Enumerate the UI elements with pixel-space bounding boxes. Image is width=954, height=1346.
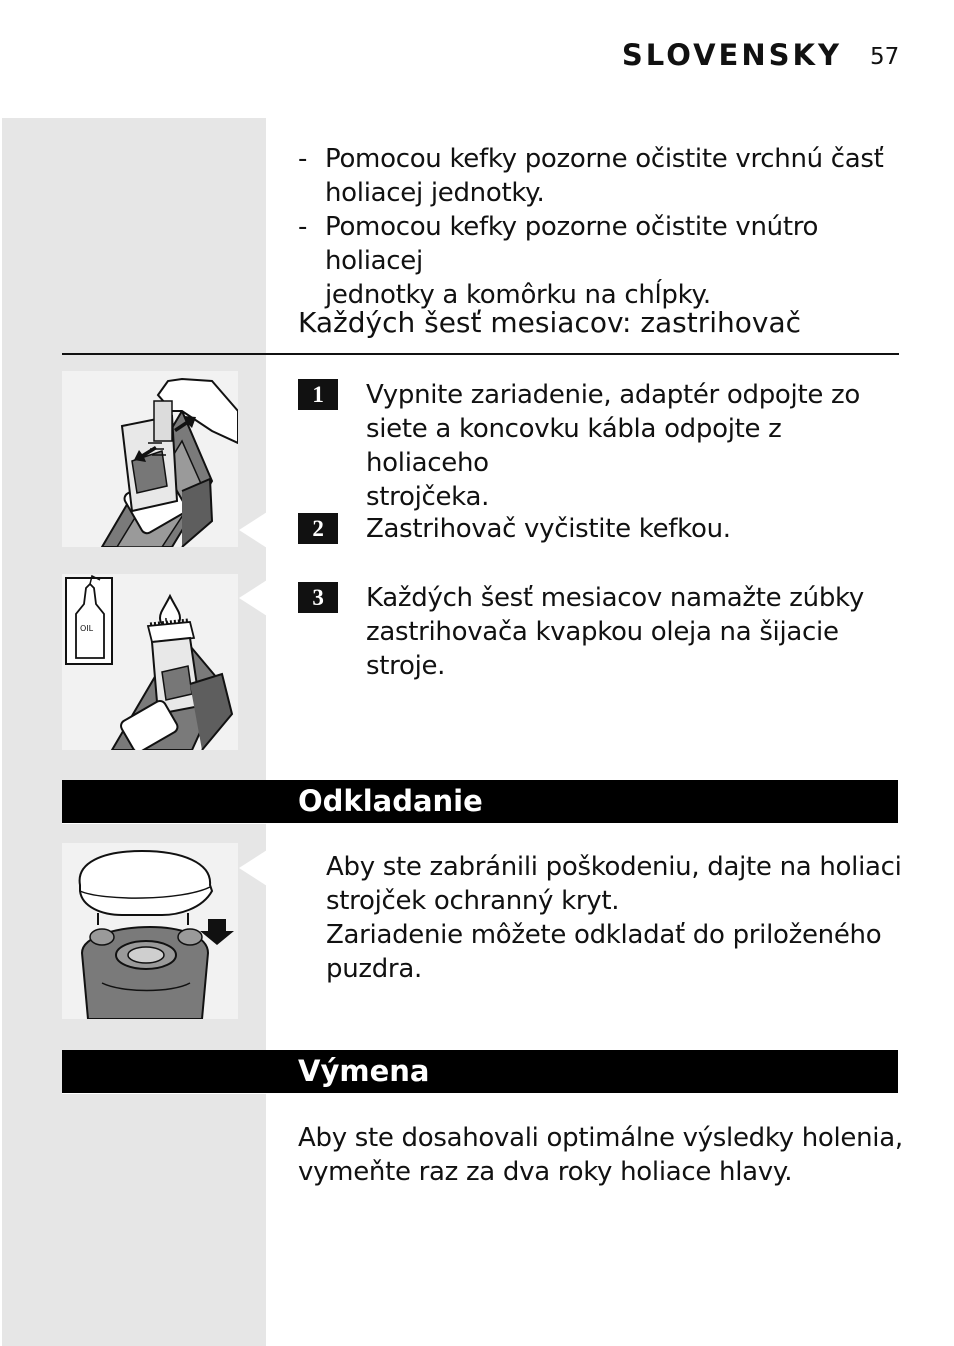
step-line: Každých šesť mesiacov namažte zúbky: [366, 583, 864, 613]
section-divider: [62, 353, 899, 355]
storage-paragraph: [326, 850, 906, 986]
header-language: SLOVENSKY: [621, 38, 842, 72]
section-title-storage: Odkladanie: [298, 784, 483, 818]
storage-line: Zariadenie môžete odkladať do priloženého: [326, 920, 882, 950]
trimmer-brush-illustration: [62, 371, 238, 547]
step-line: stroje.: [366, 651, 446, 681]
page-number: 57: [870, 44, 900, 70]
figure-pointer: [239, 512, 267, 548]
figure-protection-cap: [62, 843, 238, 1019]
bullet-dash: -: [298, 144, 308, 174]
step-line: Vypnite zariadenie, adaptér odpojte zo: [366, 380, 860, 410]
step-number: 2: [298, 513, 338, 544]
storage-line: Aby ste zabránili poškodeniu, dajte na holiaci: [326, 852, 902, 882]
storage-line: puzdra.: [326, 954, 422, 984]
trimmer-oil-illustration: [62, 574, 238, 750]
replacement-paragraph: [298, 1121, 908, 1189]
step-number: 3: [298, 582, 338, 613]
shaver-cap-illustration: [62, 843, 238, 1019]
step-line: strojčeka.: [366, 482, 490, 512]
bullet-dash: -: [298, 212, 308, 242]
replacement-line: Aby ste dosahovali optimálne výsledky holenia,: [298, 1123, 903, 1153]
section-title-replacement: Výmena: [298, 1054, 430, 1088]
section-bar-storage: [62, 780, 898, 824]
figure-pointer: [239, 850, 267, 886]
bullet-line: holiacej jednotky.: [325, 178, 545, 208]
step-line: Zastrihovač vyčistite kefkou.: [366, 514, 731, 544]
section-bar-replacement: [62, 1050, 898, 1094]
step-line: zastrihovača kvapkou oleja na šijacie: [366, 617, 839, 647]
bullet-line: Pomocou kefky pozorne očistite vnútro holiacej: [325, 212, 819, 276]
section-heading-trimmer: Každých šesť mesiacov: zastrihovač: [298, 306, 802, 339]
figure-brush-trimmer: [62, 371, 238, 547]
step-line: siete a koncovku kábla odpojte z holiaceho: [366, 414, 782, 478]
replacement-line: vymeňte raz za dva roky holiace hlavy.: [298, 1157, 793, 1187]
oil-label: OIL: [80, 624, 94, 633]
figure-pointer: [239, 580, 267, 616]
bullet-line: jednotky a komôrku na chĺpky.: [325, 280, 711, 310]
bullet-line: Pomocou kefky pozorne očistite vrchnú časť: [325, 144, 884, 174]
storage-line: strojček ochranný kryt.: [326, 886, 620, 916]
step-number: 1: [298, 379, 338, 410]
figure-oil-trimmer: [62, 574, 238, 750]
